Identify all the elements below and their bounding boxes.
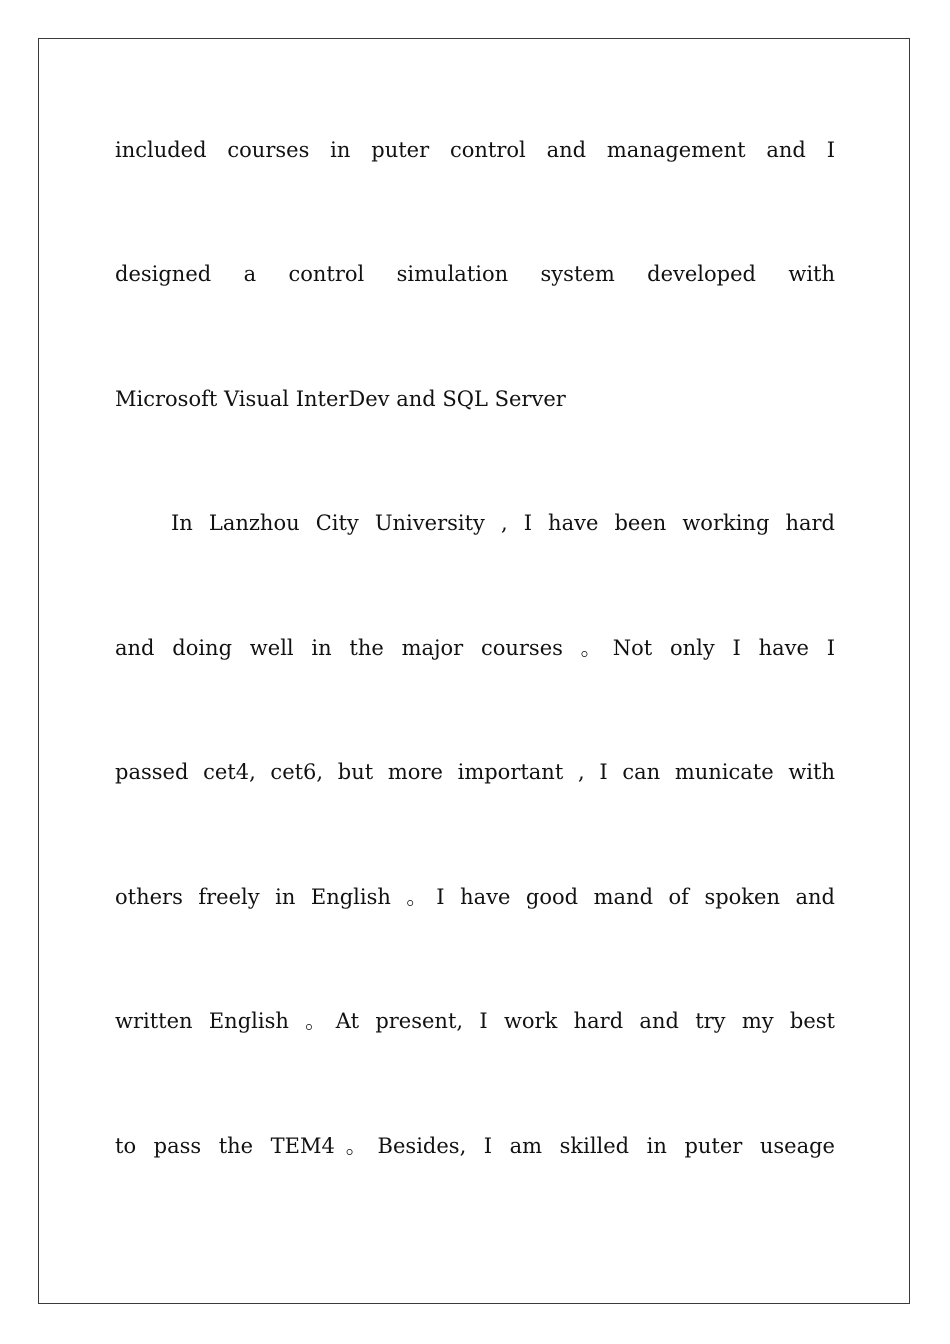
text-line-7: others freely in English 。I have good mand of spoken and xyxy=(115,885,835,909)
text-line-1: included courses in puter control and management and I xyxy=(115,138,835,162)
page-border xyxy=(38,38,910,1304)
paragraph-start-line: In Lanzhou City University , I have been working hard xyxy=(171,511,835,535)
text-line-6: passed cet4, cet6, but more important , I can municate with xyxy=(115,760,835,784)
text-line-3: Microsoft Visual InterDev and SQL Server xyxy=(115,387,566,411)
text-line-8: written English 。At present, I work hard and try my best xyxy=(115,1009,835,1033)
text-line-5: and doing well in the major courses 。Not only I have I xyxy=(115,636,835,660)
text-line-2: designed a control simulation system developed with xyxy=(115,262,835,286)
text-line-9: to pass the TEM4。Besides, I am skilled in puter useage xyxy=(115,1134,835,1158)
